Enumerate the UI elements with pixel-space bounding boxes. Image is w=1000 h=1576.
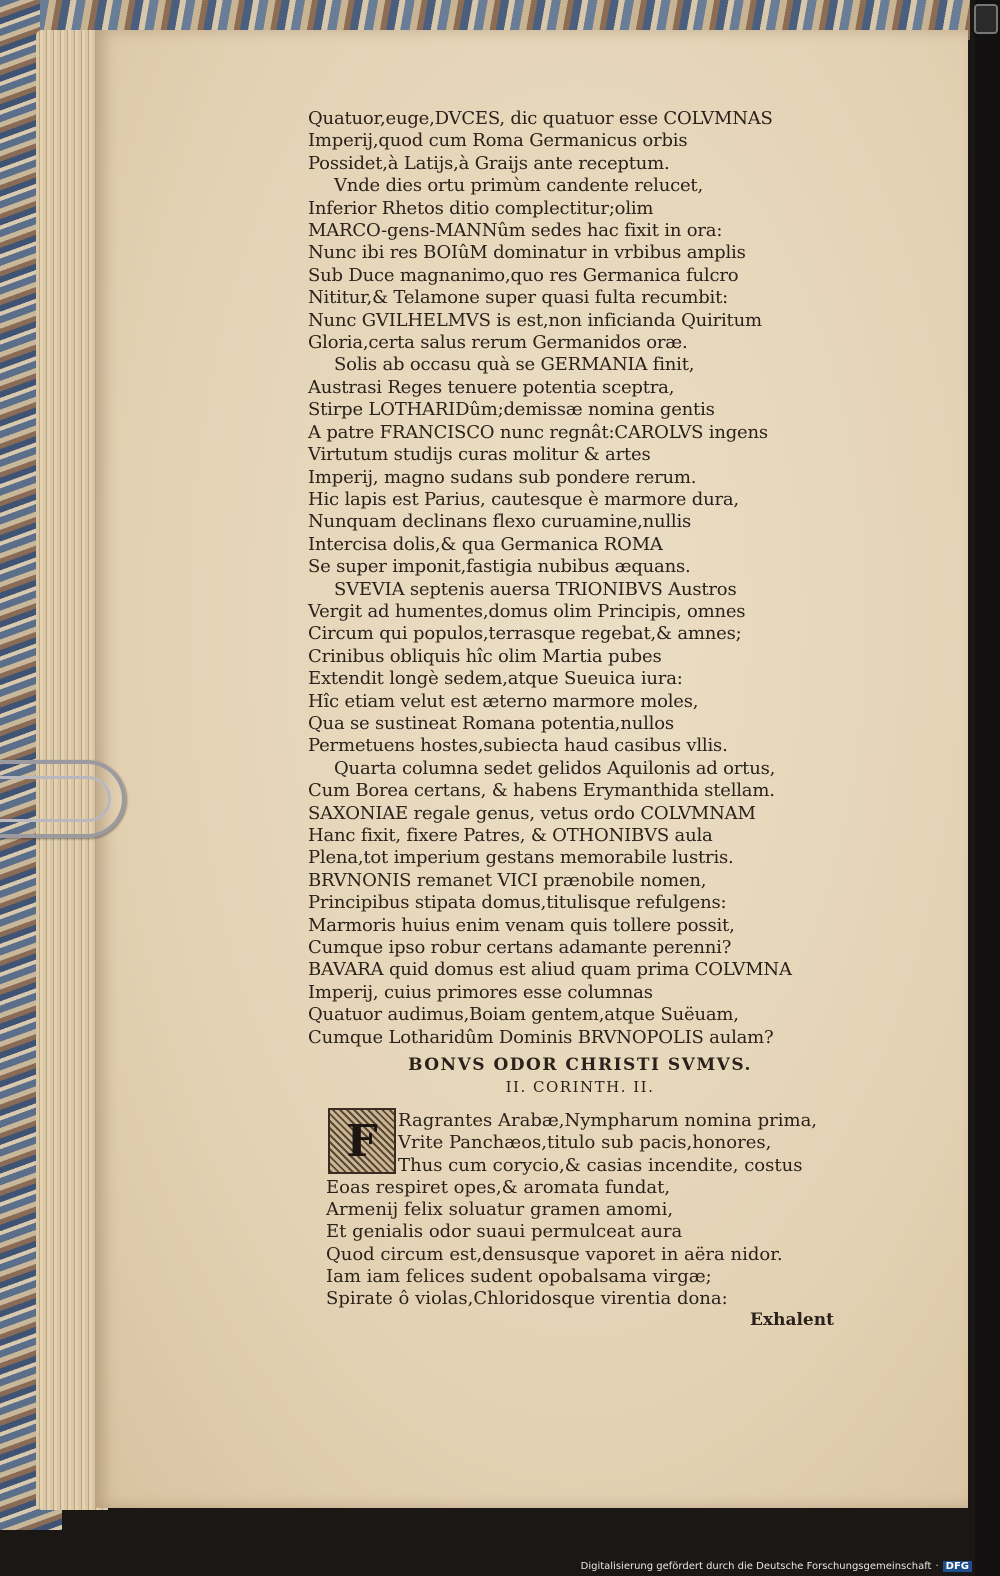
verse-line: Se super imponit,fastigia nubibus æquans. [308,556,691,578]
verse-line: Vrite Panchæos,titulo sub pacis,honores, [398,1132,772,1154]
verse-line: Nititur,& Telamone super quasi fulta recumbit: [308,287,729,309]
verse-line: A patre FRANCISCO nunc regnât:CAROLVS ingens [308,421,768,443]
verse-line: BRVNONIS remanet VICI prænobile nomen, [308,869,707,891]
verse-line: Thus cum corycio,& casias incendite, costus [398,1154,803,1176]
verse-line: Nunquam declinans flexo curuamine,nullis [308,511,692,533]
verse-line: Virtutum studijs curas molitur & artes [308,444,651,466]
verse-line: Vnde dies ortu primùm candente relucet, [334,175,703,197]
verse-line: Spirate ô violas,Chloridosque virentia dona: [326,1288,728,1310]
verse-line: Crinibus obliquis hîc olim Martia pubes [308,645,662,667]
verse-line: Sub Duce magnanimo,quo res Germanica fulcro [308,264,739,286]
section-heading: BONVS ODOR CHRISTI SVMVS. [408,1055,752,1075]
clasp-icon [974,4,998,34]
verse-line: SAXONIAE regale genus, vetus ordo COLVMNAM [308,802,756,824]
verse-line: Inferior Rhetos ditio complectitur;olim [308,197,654,219]
verse-line: Ragrantes Arabæ,Nympharum nomina prima, [398,1110,818,1131]
verse-line: Extendit longè sedem,atque Sueuica iura: [308,668,683,690]
verse-line: Intercisa dolis,& qua Germanica ROMA [308,533,663,555]
verse-line: Nunc ibi res BOIûM dominatur in vrbibus amplis [308,242,746,264]
catchword: Exhalent [750,1310,834,1330]
dropcap-initial: F [328,1108,396,1174]
verse-line: SVEVIA septenis auersa TRIONIBVS Austros [334,578,737,600]
verse-line: Et genialis odor suaui permulceat aura [326,1221,683,1243]
verse-line: Austrasi Reges tenuere potentia sceptra, [308,376,675,398]
verse-line: Principibus stipata domus,titulisque refulgens: [308,892,727,914]
verse-line: Hîc etiam velut est æterno marmore moles, [308,690,699,712]
verse-line: BAVARA quid domus est aliud quam prima COLVMNA [308,959,792,981]
verse-line: Possidet,à Latijs,à Graijs ante receptum. [308,152,670,174]
verse-line: Plena,tot imperium gestans memorabile lustris. [308,847,734,869]
paperclip-inner-icon [0,776,111,822]
poem-columns [308,108,848,1049]
verse-line: Quatuor audimus,Boiam gentem,atque Suëuam, [308,1004,739,1026]
verse-line: Armenij felix soluatur gramen amomi, [326,1199,674,1221]
verse-line: Marmoris huius enim venam quis tollere possit, [308,914,735,936]
verse-line: Imperij,quod cum Roma Germanicus orbis [308,130,688,152]
verse-line: Qua se sustineat Romana potentia,nullos [308,712,674,734]
verse-line: Eoas respiret opes,& aromata fundat, [326,1176,671,1198]
footer-text: Digitalisierung gefördert durch die Deutsche Forschungsgemeinschaft [580,1561,932,1572]
footer-credit: Digitalisierung gefördert durch die Deutsche Forschungsgemeinschaft · DFG [581,1561,972,1572]
verse-line: Vergit ad humentes,domus olim Principis, omnes [308,600,746,622]
verse-line: Nunc GVILHELMVS is est,non inficianda Quiritum [308,309,762,331]
verse-line: Hanc fixit, fixere Patres, & OTHONIBVS aula [308,825,713,846]
verse-line: Iam iam felices sudent opobalsama virgæ; [326,1266,712,1288]
verse-line: Solis ab occasu quà se GERMANIA finit, [334,354,695,376]
verse-line: Quarta columna sedet gelidos Aquilonis ad ortus, [334,757,776,779]
verse-line: Stirpe LOTHARIDûm;demissæ nomina gentis [308,399,715,421]
verse-line: Imperij, cuius primores esse columnas [308,981,653,1003]
section-subheading: II. CORINTH. II. [505,1078,655,1096]
verse-line: MARCO-gens-MANNûm sedes hac fixit in ora: [308,220,723,242]
verse-line: Quatuor,euge,DVCES, dic quatuor esse COLVMNAS [308,108,773,129]
verse-line: Cumque Lotharidûm Dominis BRVNOPOLIS aulam? [308,1026,774,1048]
verse-line: Permetuens hostes,subiecta haud casibus vllis. [308,735,728,757]
verse-line: Cumque ipso robur certans adamante perenni? [308,937,732,959]
verse-line: Imperij, magno sudans sub pondere rerum. [308,466,697,488]
poem-odor [326,1110,866,1311]
scan-right-edge [975,0,1000,1576]
dfg-logo: DFG [943,1561,972,1572]
verse-line: Circum qui populos,terrasque regebat,& amnes; [308,623,742,645]
section-heading-block [300,1054,860,1098]
verse-line: Quod circum est,densusque vaporet in aëra nidor. [326,1243,783,1265]
verse-line: Hic lapis est Parius, cautesque è marmore dura, [308,488,739,510]
verse-line: Cum Borea certans, & habens Erymanthida stellam. [308,780,775,802]
verse-line: Gloria,certa salus rerum Germanidos oræ. [308,332,688,354]
